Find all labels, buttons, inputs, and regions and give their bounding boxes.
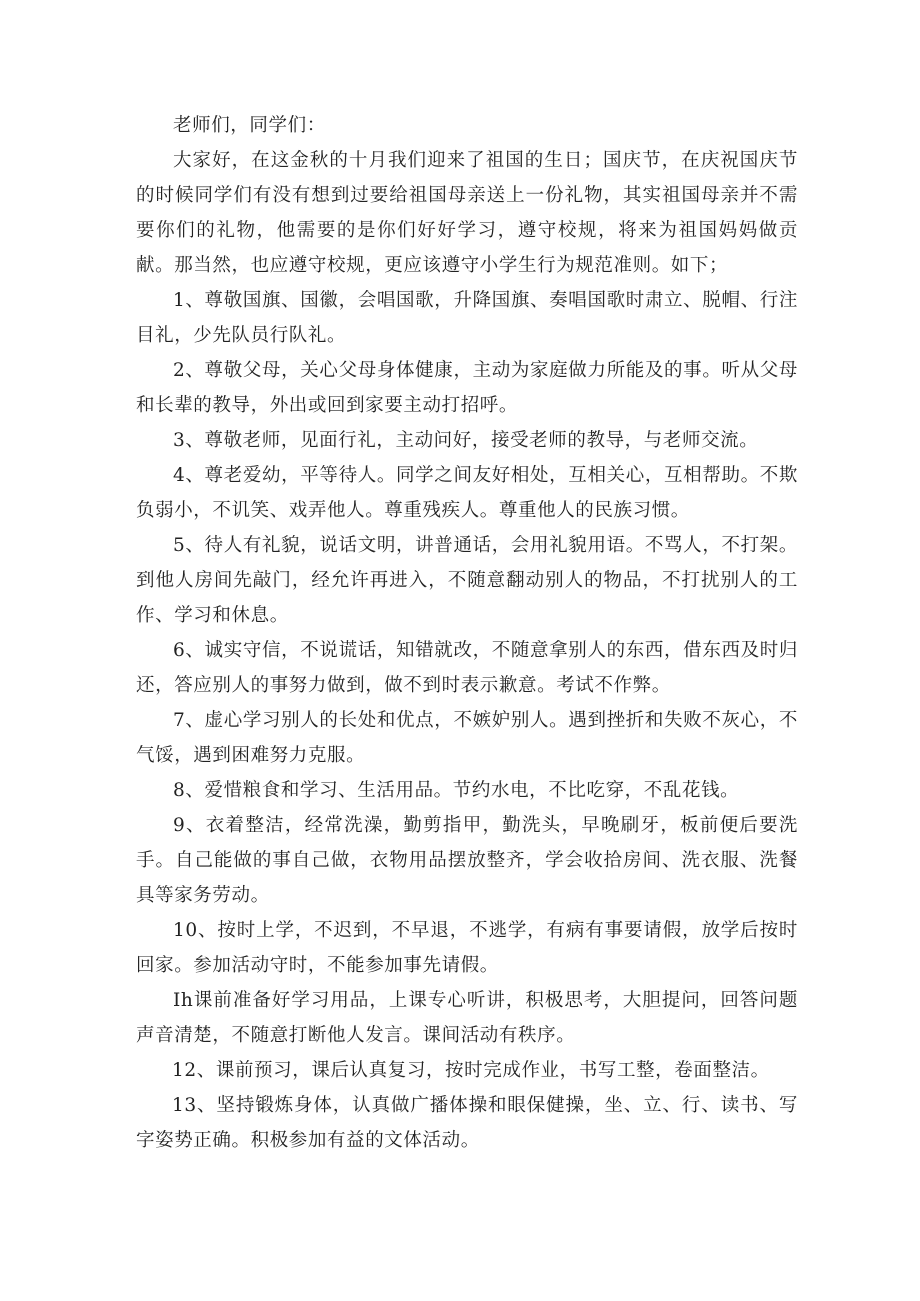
- rule-item-10: 10、按时上学，不迟到，不早退，不逃学，有病有事要请假，放学后按时回家。参加活动守时，不能参加事先请假。: [136, 920, 798, 976]
- document-body: [136, 108, 798, 1158]
- rule-item-1: 1、尊敬国旗、国徽，会唱国歌，升降国旗、奏唱国歌时肃立、脱帽、行注目礼，少先队员行队礼。: [136, 290, 798, 346]
- rule-item-6: 6、诚实守信，不说谎话，知错就改，不随意拿别人的东西，借东西及时归还，答应别人的事努力做到，做不到时表示歉意。考试不作弊。: [136, 640, 798, 696]
- rule-item-2: 2、尊敬父母，关心父母身体健康，主动为家庭做力所能及的事。听从父母和长辈的教导，外出或回到家要主动打招呼。: [136, 360, 798, 416]
- rule-item-3: 3、尊敬老师，见面行礼，主动问好，接受老师的教导，与老师交流。: [173, 430, 759, 451]
- rule-item-9: 9、衣着整洁，经常洗澡，勤剪指甲，勤洗头，早晚刷牙，板前便后要洗手。自己能做的事自己做，衣物用品摆放整齐，学会收拾房间、洗衣服、洗餐具等家务劳动。: [136, 815, 798, 906]
- rule-item-13: 13、坚持锻炼身体，认真做广播体操和眼保健操，坐、立、行、读书、写字姿势正确。积极参加有益的文体活动。: [136, 1095, 798, 1151]
- rule-item-5: 5、待人有礼貌，说话文明，讲普通话，会用礼貌用语。不骂人，不打架。到他人房间先敲门，经允许再进入，不随意翻动别人的物品，不打扰别人的工作、学习和休息。: [136, 535, 798, 626]
- rule-item-8: 8、爱惜粮食和学习、生活用品。节约水电，不比吃穿，不乱花钱。: [173, 780, 740, 801]
- paragraph-intro: 大家好，在这金秋的十月我们迎来了祖国的生日；国庆节，在庆祝国庆节的时候同学们有没有想到过要给祖国母亲送上一份礼物，其实祖国母亲并不需要你们的礼物，他需要的是你们好好学习，遵守校规，将来为祖国妈妈做贡献。那当然，也应遵守校规，更应该遵守小学生行为规范准则。如下；: [136, 150, 798, 276]
- rule-item-7: 7、虚心学习别人的长处和优点，不嫉妒别人。遇到挫折和失败不灰心，不气馁，遇到困难努力克服。: [136, 710, 798, 766]
- salutation: 老师们，同学们：: [173, 115, 326, 136]
- rule-item-11: Ih课前准备好学习用品，上课专心听讲，积极思考，大胆提问，回答问题声音清楚，不随意打断他人发言。课间活动有秩序。: [136, 990, 798, 1046]
- rule-item-12: 12、课前预习，课后认真复习，按时完成作业，书写工整，卷面整洁。: [172, 1060, 770, 1081]
- rule-item-4: 4、尊老爱幼，平等待人。同学之间友好相处，互相关心，互相帮助。不欺负弱小，不讥笑、戏弄他人。尊重残疾人。尊重他人的民族习惯。: [136, 465, 798, 521]
